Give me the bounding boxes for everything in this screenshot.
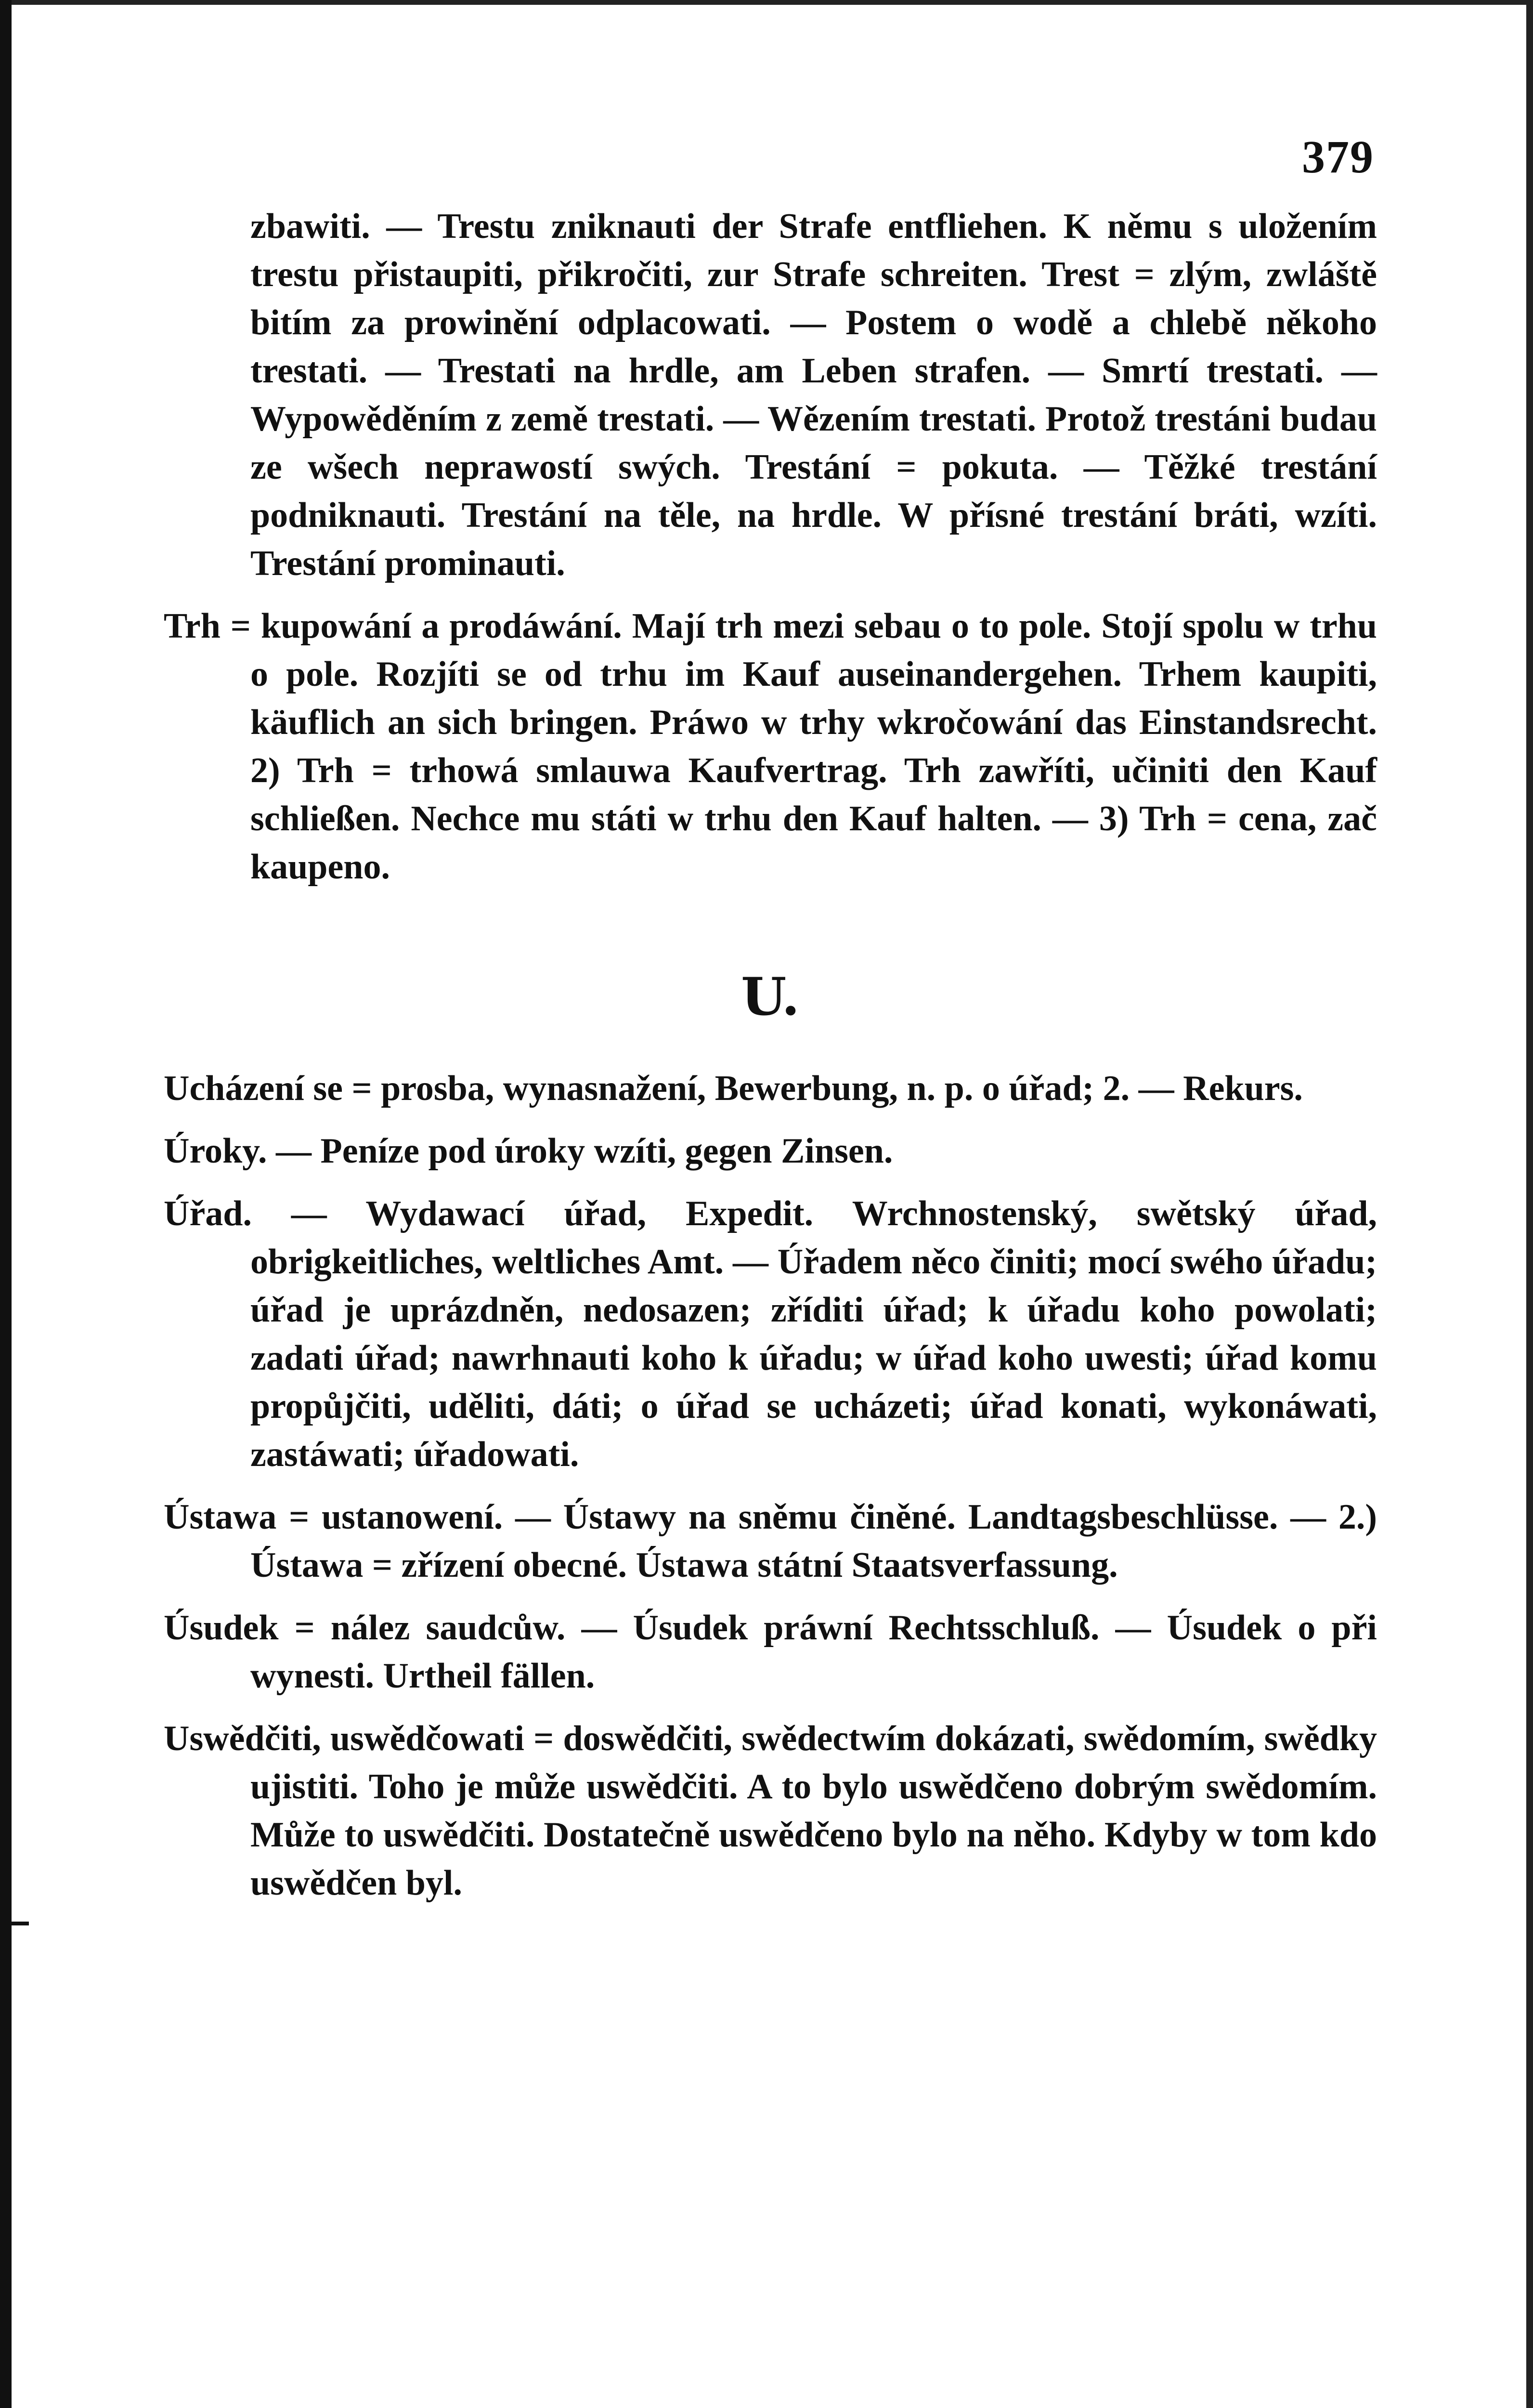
entry-ustawa: Ústawa = ustanowení. — Ústawy na sněmu činěné. Landtagsbeschlüsse. — 2.) Ústawa = zřízení obecné. Ústawa státní Staatsverfassung. <box>164 1497 1377 1585</box>
entry-trest-continued: zbawiti. — Trestu zniknauti der Strafe entfliehen. K němu s uložením trestu přistaupiti, přikročiti, zur Strafe schreiten. Trest = zlým, zwláště bitím za prowinění odplacowati. — Postem o wodě a chlebě někoho trestati. — Trestati na hrdle, am Leben strafen. — Smrtí trestati. — Wypowěděním z země trestati. — Wězením trestati. Protož trestáni budau ze wšech neprawostí swých. Trestání = pokuta. — Těžké trestání podniknauti. Trestání na těle, na hrdle. W přísné trestání bráti, wzíti. Trestání prominauti. <box>250 207 1377 583</box>
page-edge-top <box>0 0 1533 5</box>
section-heading-u: U. <box>741 967 800 1027</box>
entry-urad: Úřad. — Wydawací úřad, Expedit. Wrchnostenský, swětský úřad, obrigkeitliches, weltliches Amt. — Úřadem něco činiti; mocí swého úřadu; úřad je uprázdněn, nedosazen; zříditi úřad; k úřadu koho powolati; zadati úřad; nawrhnauti koho k úřadu; w úřad koho uwesti; úřad komu propůjčiti, uděliti, dáti; o úřad se ucházeti; úřad konati, wykonáwati, zastáwati; úřadowati. <box>164 1194 1377 1474</box>
entry-uswedciti: Uswědčiti, uswědčowati = doswědčiti, swědectwím dokázati, swědomím, swědky ujistiti. Toho je může uswědčiti. A to bylo uswědčeno dobrým swědomím. Může to uswědčiti. Dostatečně uswědčeno bylo na něho. Kdyby w tom kdo uswědčen byl. <box>164 1719 1377 1903</box>
page-edge-right <box>1526 0 1533 2408</box>
margin-tick <box>0 1922 29 1925</box>
page-number: 379 <box>1302 131 1374 183</box>
entry-uroky: Úroky. — Peníze pod úroky wzíti, gegen Zinsen. <box>164 1131 893 1171</box>
entry-usudek: Úsudek = nález saudcůw. — Úsudek práwní Rechtsschluß. — Úsudek o při wynesti. Urtheil fällen. <box>164 1608 1377 1696</box>
entry-trh: Trh = kupowání a prodáwání. Mají trh mezi sebau o to pole. Stojí spolu w trhu o pole. Rozjíti se od trhu im Kauf auseinandergehen. Trhem kaupiti, käuflich an sich bringen. Práwo w trhy wkročowání das Einstandsrecht. 2) Trh = trhowá smlauwa Kaufvertrag. Trh zawříti, učiniti den Kauf schließen. Nechce mu státi w trhu den Kauf halten. — 3) Trh = cena, zač kaupeno. <box>164 606 1377 887</box>
entry-uchazeni: Ucházení se = prosba, wynasnažení, Bewerbung, n. p. o úřad; 2. — Rekurs. <box>164 1069 1303 1108</box>
page-edge-left <box>0 0 12 2408</box>
dictionary-text <box>164 202 1377 1922</box>
